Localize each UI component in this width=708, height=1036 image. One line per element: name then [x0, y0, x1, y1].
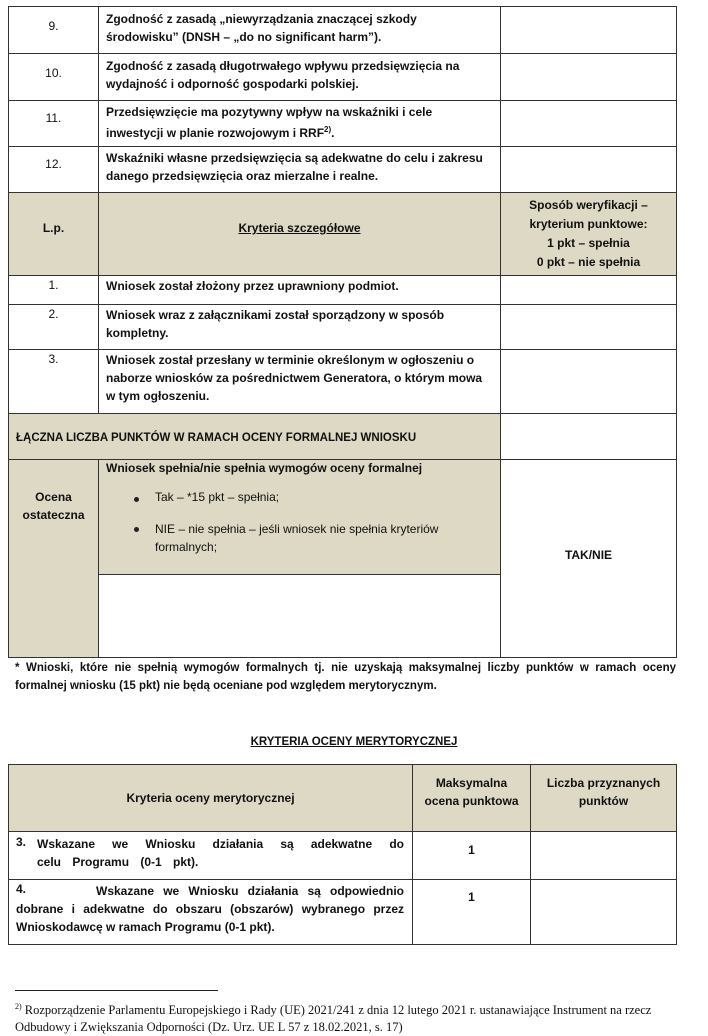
merit-header-criteria: [8, 764, 413, 832]
table-cell-score: [500, 6, 677, 54]
final-heading: Wniosek spełnia/nie spełnia wymogów oceny formalnej: [106, 461, 423, 475]
verification-line: Sposób weryfikacji –: [529, 198, 648, 212]
final-assessment-description: [98, 459, 501, 575]
final-option-yes: Tak – *15 pkt – spełnia;: [155, 490, 280, 504]
merit-header-line: Liczba przyznanych: [546, 776, 661, 790]
merit-max-cell: [412, 831, 531, 880]
row-number: 11.: [45, 111, 62, 125]
row-number: 1.: [48, 278, 59, 292]
criterion-text: Wniosek wraz z załącznikami został sporządzony w sposób kompletny.: [106, 308, 445, 340]
bullet-icon: [134, 497, 139, 502]
final-label-line: Ocena: [35, 490, 72, 504]
table-cell-num: [8, 275, 99, 305]
criterion-text: Zgodność z zasadą długotrwałego wpływu przedsięwzięcia na wydajność i odporność gospodarki polskiej.: [106, 59, 460, 91]
header-criteria-label: Kryteria szczegółowe: [238, 221, 361, 235]
final-option-no-line: formalnych;: [155, 540, 218, 554]
final-result-cell: [500, 459, 677, 658]
final-option-no-line: NIE – nie spełnia – jeśli wniosek nie spełnia kryteriów: [155, 522, 439, 536]
merit-criterion-text: Wskazane we Wniosku działania są odpowiednio dobrane i adekwatne do obszaru (obszarów) wybranego przez Wnioskodawcę w ramach Programu (0-1 pkt).: [16, 884, 404, 934]
footnote-ref: 2): [324, 125, 332, 134]
final-assessment-empty: [98, 574, 501, 658]
table-cell-score: [500, 146, 677, 193]
merit-header-awarded-label: [531, 774, 676, 810]
merit-max-cell: [412, 879, 531, 945]
table-cell-score: [500, 53, 677, 101]
table-cell-num: [8, 304, 99, 350]
row-number: 12.: [45, 157, 62, 171]
footnote-text: Rozporządzenie Parlamentu Europejskiego i Rady (UE) 2021/241 z dnia 12 lutego 2021 r. ustanawiające Instrument na rzecz Odbudowy i Zwiększania Odporności (Dz. Urz. UE L 57 z 18.02.2021, s. 17): [15, 1003, 652, 1035]
row-number: 9.: [48, 19, 59, 33]
table-cell-num: [8, 100, 99, 147]
criterion-text: [106, 103, 492, 142]
final-assessment-label-cell: [8, 459, 99, 658]
criterion-text: Wniosek został złożony przez uprawniony podmiot.: [106, 279, 399, 293]
table-cell-num: [8, 146, 99, 193]
header-verification-label: [501, 196, 676, 272]
criterion-text: Wniosek został przesłany w terminie określonym w ogłoszeniu o naborze wniosków za pośrednictwem Generatora, o którym mowa w tym ogłoszeniu.: [106, 353, 483, 403]
table-cell-score: [500, 275, 677, 305]
table-cell-criterion: [98, 6, 501, 54]
merit-header-max-label: [413, 774, 530, 810]
header-verification: [500, 192, 677, 276]
verification-line: 1 pkt – spełnia: [547, 236, 630, 250]
criterion-text-main: Przedsięwzięcie ma pozytywny wpływ na wskaźniki i cele inwestycji w planie rozwojowym i RRF: [106, 105, 433, 140]
final-assessment-label: [9, 488, 98, 524]
table-cell-criterion: [98, 100, 501, 147]
table-cell-criterion: [98, 275, 501, 305]
table-cell-score: [500, 100, 677, 147]
merit-row-number: 3.: [16, 835, 27, 849]
bullet-icon: [134, 527, 139, 532]
table-cell-criterion: [98, 53, 501, 101]
merit-header-line: Maksymalna: [435, 776, 508, 790]
merit-header-line: ocena punktowa: [424, 794, 519, 808]
footnote-separator: [15, 990, 218, 991]
criterion-text: Zgodność z zasadą „niewyrządzania znaczącej szkody środowisku” (DNSH – „do no significant harm”).: [106, 12, 417, 44]
merit-row-number: 4.: [16, 882, 27, 896]
final-result: TAK/NIE: [564, 548, 613, 562]
table-cell-criterion: [98, 146, 501, 193]
final-label-line: ostateczna: [22, 508, 85, 522]
total-points-value: [500, 413, 677, 460]
final-option-no: [155, 520, 438, 556]
merit-awarded-cell: [530, 879, 677, 945]
merit-header-line: punktów: [578, 794, 629, 808]
total-points-label: ŁĄCZNA LICZBA PUNKTÓW W RAMACH OCENY FORMALNEJ WNIOSKU: [16, 432, 417, 444]
row-number: 2.: [48, 307, 59, 321]
verification-line: 0 pkt – nie spełnia: [536, 255, 641, 269]
merit-max-value: 1: [468, 890, 475, 904]
criterion-text-tail: .: [331, 126, 335, 140]
merit-criterion-text: Wskazane we Wniosku działania są adekwatne do celu Programu (0-1 pkt).: [37, 837, 404, 869]
verification-line: kryterium punktowe:: [529, 217, 648, 231]
footnote: [15, 998, 680, 1036]
merit-criterion-cell: [8, 831, 413, 880]
footnote-marker: 2): [15, 1002, 22, 1011]
formal-note: * Wnioski, które nie spełnią wymogów formalnych tj. nie uzyskają maksymalnej liczby punktów w ramach oceny formalnej wniosku (15 pkt) nie będą oceniane pod względem merytorycznym.: [15, 662, 676, 692]
header-lp: [8, 192, 99, 276]
table-cell-num: [8, 6, 99, 54]
merit-header-max: [412, 764, 531, 832]
table-cell-score: [500, 349, 677, 414]
table-cell-criterion: [98, 349, 501, 414]
table-cell-score: [500, 304, 677, 350]
table-cell-num: [8, 53, 99, 101]
row-number: 3.: [48, 352, 59, 366]
criterion-text: Wskaźniki własne przedsięwzięcia są adekwatne do celu i zakresu danego przedsięwzięcia oraz mierzalne i realne.: [106, 151, 483, 183]
total-points-row: [8, 413, 501, 460]
header-lp-label: L.p.: [42, 221, 65, 235]
merit-awarded-cell: [530, 831, 677, 880]
merit-title: KRYTERIA OCENY MERYTORYCZNEJ: [250, 736, 458, 748]
merit-max-value: 1: [468, 843, 475, 857]
table-cell-num: [8, 349, 99, 414]
row-number: 10.: [45, 66, 62, 80]
header-criteria: [98, 192, 501, 276]
merit-criterion-cell: [8, 879, 413, 945]
table-cell-criterion: [98, 304, 501, 350]
merit-header-criteria-label: Kryteria oceny merytorycznej: [126, 791, 295, 805]
merit-header-awarded: [530, 764, 677, 832]
